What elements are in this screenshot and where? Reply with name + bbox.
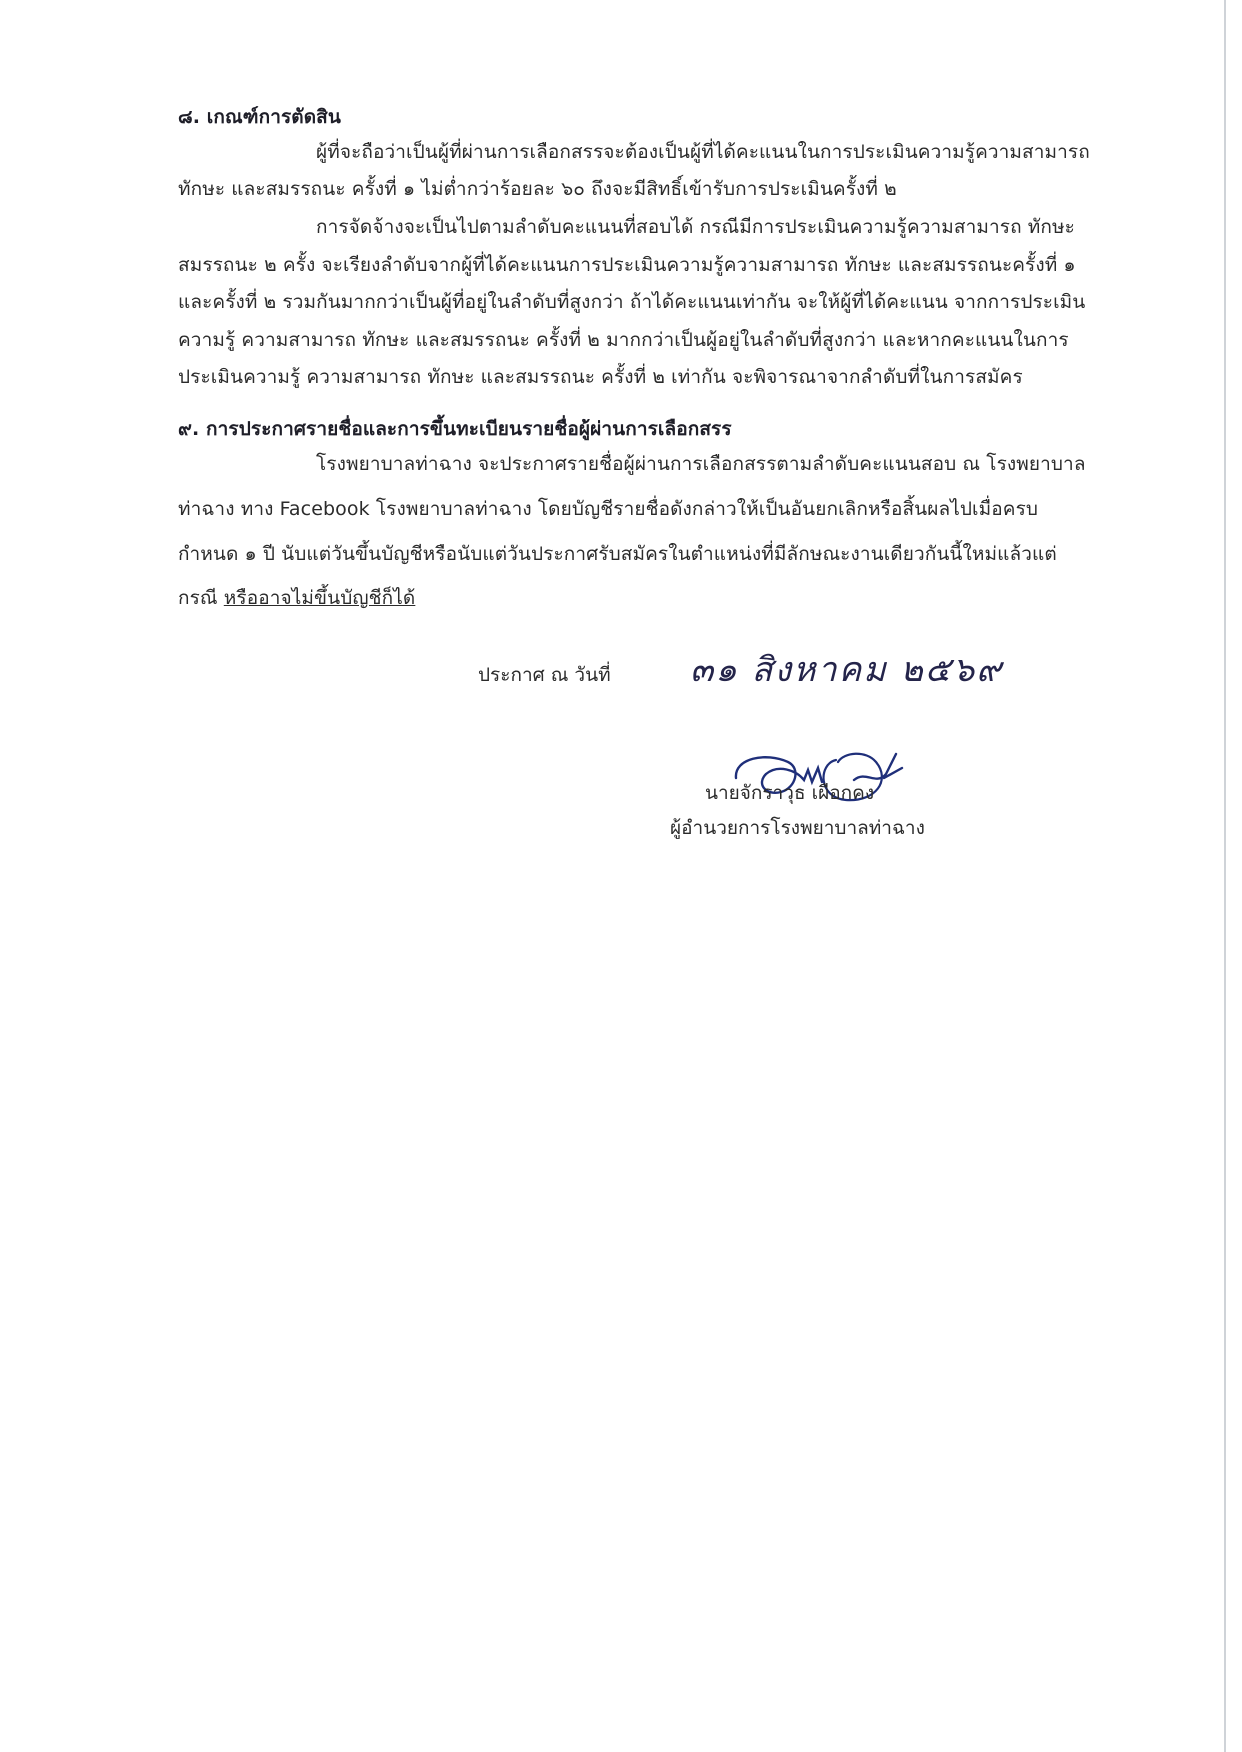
- section-8-line-1: ผู้ที่จะถือว่าเป็นผู้ที่ผ่านการเลือกสรรจะต้องเป็นผู้ที่ได้คะแนนในการประเมินความรู้ความสามารถ: [316, 141, 1090, 163]
- scan-edge-line: [1224, 0, 1226, 1752]
- section-9-heading: ๙. การประกาศรายชื่อและการขึ้นทะเบียนรายชื่อผู้ผ่านการเลือกสรร: [178, 418, 732, 440]
- section-8-line-6: ความรู้ ความสามารถ ทักษะ และสมรรถนะ ครั้งที่ ๒ มากกว่าเป็นผู้อยู่ในลำดับที่สูงกว่า และหากคะแนนในการ: [178, 329, 1069, 351]
- section-9-underlined-text: หรืออาจไม่ขึ้นบัญชีก็ได้: [223, 587, 416, 609]
- section-8-line-4: สมรรถนะ ๒ ครั้ง จะเรียงลำดับจากผู้ที่ได้คะแนนการประเมินความรู้ความสามารถ ทักษะ และสมรรถนะครั้งที่ ๑: [178, 254, 1076, 276]
- section-8-heading: ๘. เกณฑ์การตัดสิน: [178, 106, 341, 128]
- handwritten-date: ๓๑ สิงหาคม ๒๕๖๙: [690, 650, 1004, 690]
- section-9-line-3: กำหนด ๑ ปี นับแต่วันขึ้นบัญชีหรือนับแต่วันประกาศรับสมัครในตำแหน่งที่มีลักษณะงานเดียวกันนี้ใหม่แล้วแต่: [178, 543, 1057, 565]
- section-9-last-line-prefix: กรณี: [178, 587, 218, 609]
- announcement-date-label: ประกาศ ณ วันที่: [478, 664, 611, 686]
- section-9-line-2: ท่าฉาง ทาง Facebook โรงพยาบาลท่าฉาง โดยบัญชีรายชื่อดังกล่าวให้เป็นอันยกเลิกหรือสิ้นผลไปเมื่อครบ: [178, 498, 1039, 520]
- section-8-line-7: ประเมินความรู้ ความสามารถ ทักษะ และสมรรถนะ ครั้งที่ ๒ เท่ากัน จะพิจารณาจากลำดับที่ในการสมัคร: [178, 366, 1023, 388]
- signatory-name: นายจักราวุธ เผือกคง: [705, 782, 875, 804]
- section-8-line-2: ทักษะ และสมรรถนะ ครั้งที่ ๑ ไม่ต่ำกว่าร้อยละ ๖๐ ถึงจะมีสิทธิ์เข้ารับการประเมินครั้งที่ ๒: [178, 178, 897, 200]
- section-9-line-4: [178, 583, 415, 613]
- section-9-line-1: โรงพยาบาลท่าฉาง จะประกาศรายชื่อผู้ผ่านการเลือกสรรตามลำดับคะแนนสอบ ณ โรงพยาบาล: [316, 453, 1086, 475]
- section-8-line-3: การจัดจ้างจะเป็นไปตามลำดับคะแนนที่สอบได้ กรณีมีการประเมินความรู้ความสามารถ ทักษะ: [316, 216, 1075, 238]
- section-8-line-5: และครั้งที่ ๒ รวมกันมากกว่าเป็นผู้ที่อยู่ในลำดับที่สูงกว่า ถ้าได้คะแนนเท่ากัน จะให้ผู้ที่ได้คะแนน จากการประเมิน: [178, 291, 1086, 313]
- signatory-title: ผู้อำนวยการโรงพยาบาลท่าฉาง: [670, 817, 925, 839]
